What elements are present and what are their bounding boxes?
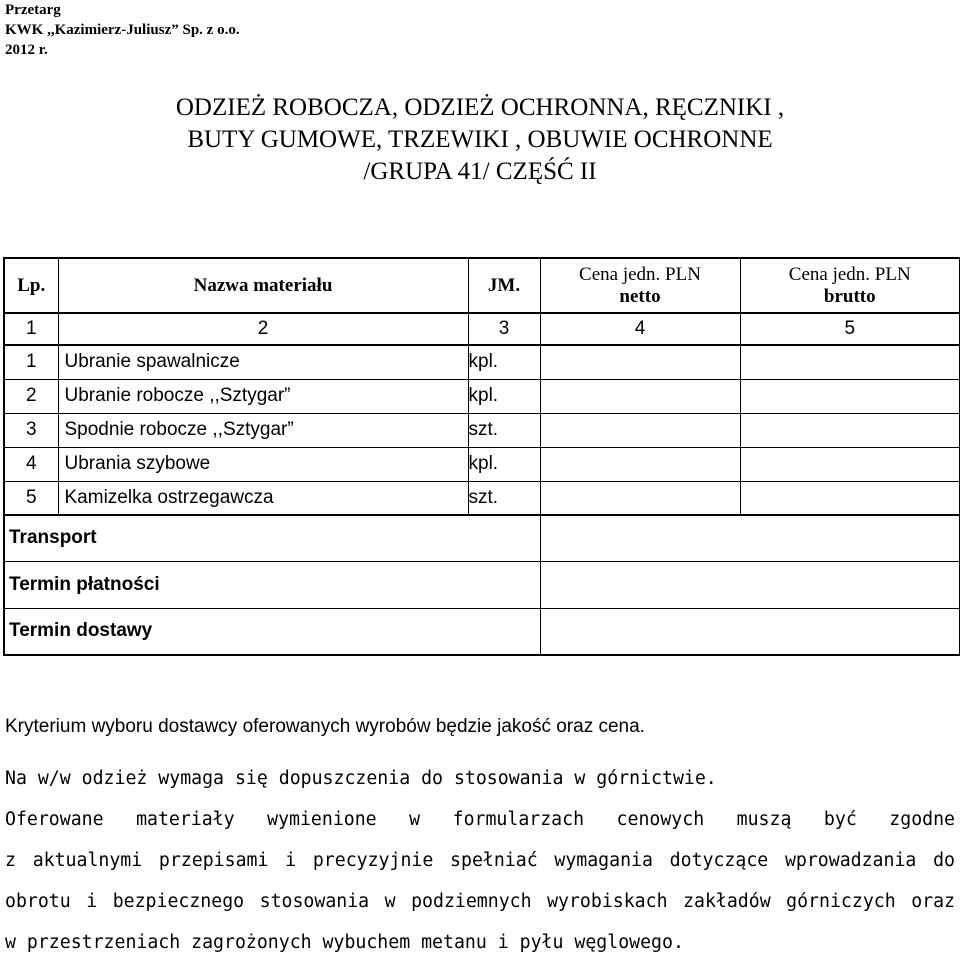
header-line-tender: Przetarg [5, 2, 61, 18]
row-unit: kpl. [468, 345, 540, 379]
delivery-label: Termin dostawy [4, 608, 540, 655]
row-name: Ubranie robocze ,,Sztygar” [58, 379, 468, 413]
row-lp: 4 [4, 447, 58, 481]
row-name: Ubrania szybowe [58, 447, 468, 481]
title-line-2: BUTY GUMOWE, TRZEWIKI , OBUWIE OCHRONNE [187, 126, 773, 153]
row-price-netto [540, 413, 740, 447]
colnum-2: 2 [58, 313, 468, 345]
row-lp: 1 [4, 345, 58, 379]
header-line-year: 2012 r. [5, 42, 48, 58]
row-price-netto [540, 447, 740, 481]
delivery-row [4, 608, 960, 655]
paragraph-line-5: w przestrzeniach zagrożonych wybuchem metanu i pyłu węglowego. [5, 932, 684, 953]
transport-row [4, 515, 960, 561]
paragraph-line-1: Na w/w odzież wymaga się dopuszczenia do stosowania w górnictwie. [5, 768, 717, 789]
header-netto-line2: netto [619, 285, 661, 307]
paragraph-line-3: z aktualnymi przepisami i precyzyjnie spełniać wymagania dotyczące wprowadzania do [5, 850, 955, 871]
header-lp: Lp. [4, 258, 58, 313]
header-line-company: KWK ,,Kazimierz-Juliusz” Sp. z o.o. [5, 22, 240, 38]
colnum-3: 3 [468, 313, 540, 345]
row-price-netto [540, 345, 740, 379]
header-unit: JM. [468, 258, 540, 313]
row-unit: kpl. [468, 447, 540, 481]
document-title [0, 92, 960, 188]
row-name: Spodnie robocze ,,Sztygar” [58, 413, 468, 447]
header-brutto-line1: Cena jedn. PLN [788, 263, 911, 285]
header-price-netto [540, 258, 740, 313]
row-name: Kamizelka ostrzegawcza [58, 481, 468, 515]
header-netto-line1: Cena jedn. PLN [579, 263, 701, 285]
colnum-5: 5 [740, 313, 960, 345]
payment-value [540, 561, 960, 608]
table-row [4, 379, 960, 413]
row-unit: szt. [468, 481, 540, 515]
table-row [4, 447, 960, 481]
row-price-netto [540, 379, 740, 413]
paragraph-line-4: obrotu i bezpiecznego stosowania w podziemnych wyrobiskach zakładów górniczych oraz [5, 891, 955, 912]
table-row [4, 481, 960, 515]
row-price-brutto [740, 379, 960, 413]
header-name: Nazwa materiału [58, 258, 468, 313]
row-price-brutto [740, 345, 960, 379]
colnum-1: 1 [4, 313, 58, 345]
paragraph-line-2: Oferowane materiały wymienione w formularzach cenowych muszą być zgodne [5, 809, 955, 830]
row-unit: kpl. [468, 379, 540, 413]
price-table [3, 257, 960, 656]
row-lp: 3 [4, 413, 58, 447]
transport-label: Transport [4, 515, 540, 561]
payment-label: Termin płatności [4, 561, 540, 608]
colnum-4: 4 [540, 313, 740, 345]
row-price-brutto [740, 481, 960, 515]
payment-row [4, 561, 960, 608]
criterion-text: Kryterium wyboru dostawcy oferowanych wyrobów będzie jakość oraz cena. [5, 716, 645, 737]
requirements-paragraph [5, 758, 955, 963]
header-brutto-line2: brutto [823, 285, 876, 307]
row-unit: szt. [468, 413, 540, 447]
delivery-value [540, 608, 960, 655]
table-row [4, 413, 960, 447]
row-name: Ubranie spawalnicze [58, 345, 468, 379]
table-row [4, 345, 960, 379]
row-price-brutto [740, 413, 960, 447]
title-line-1: ODZIEŻ ROBOCZA, ODZIEŻ OCHRONNA, RĘCZNIKI , [175, 94, 785, 121]
document-header [5, 0, 240, 60]
row-price-brutto [740, 447, 960, 481]
header-price-brutto [740, 258, 960, 313]
row-lp: 5 [4, 481, 58, 515]
row-lp: 2 [4, 379, 58, 413]
row-price-netto [540, 481, 740, 515]
title-line-3: /GRUPA 41/ CZĘŚĆ II [363, 158, 597, 185]
transport-value [540, 515, 960, 561]
